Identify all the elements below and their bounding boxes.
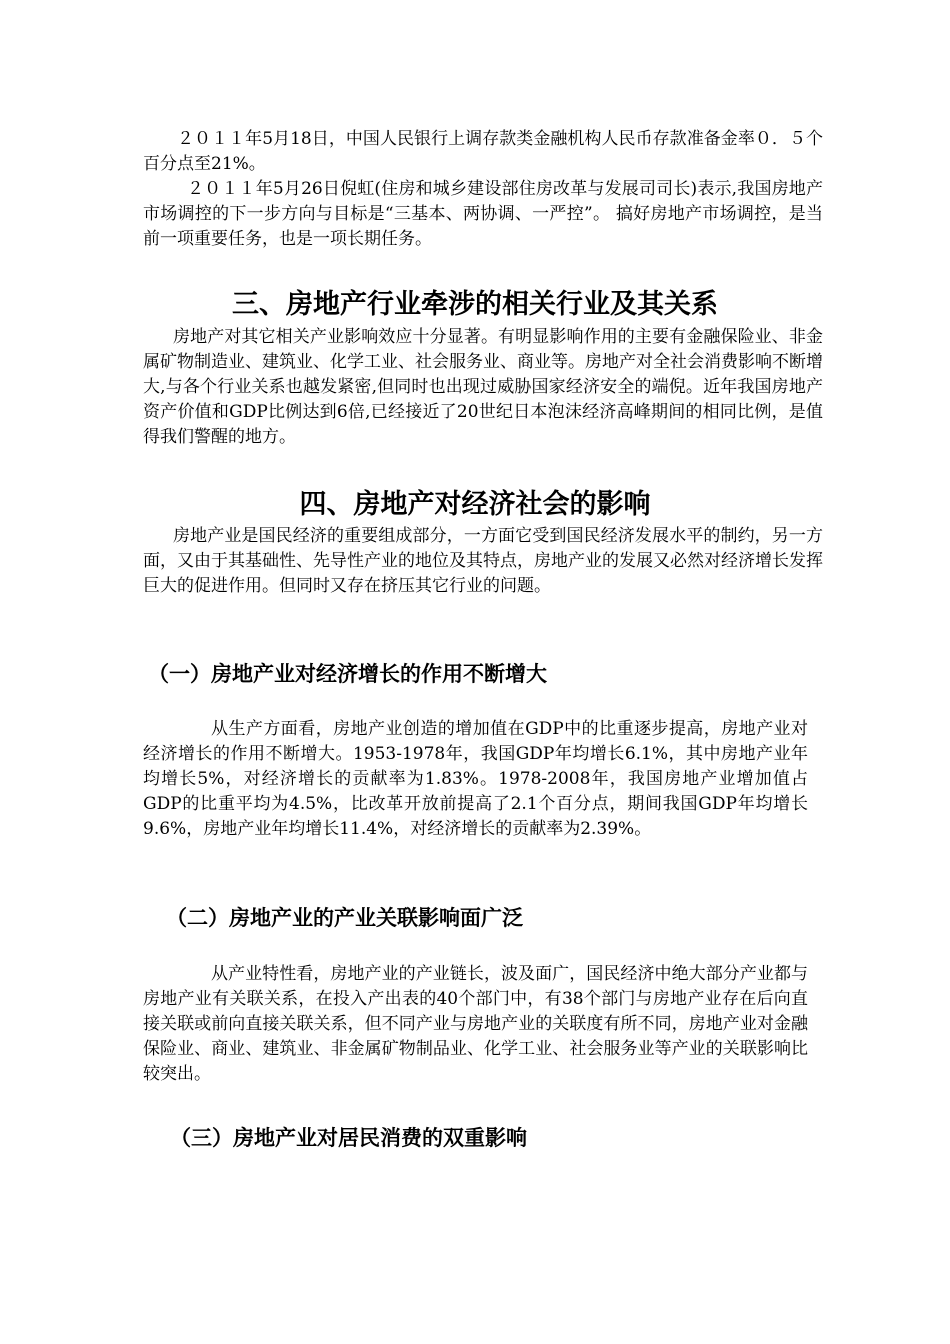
paragraph-text: 房地产业是国民经济的重要组成部分，一方面它受到国民经济发展水平的制约，另一方面，又由于其基础性、先导性产业的地位及其特点，房地产业的发展又必然对经济增长发挥巨大的促进作用。但同时又存在挤压其它行业的问题。 bbox=[143, 526, 823, 596]
paragraph-text: 房地产对其它相关产业影响效应十分显著。有明显影响作用的主要有金融保险业、非金属矿物制造业、建筑业、化学工业、社会服务业、商业等。房地产对全社会消费影响不断增大,与各个行业关系也越发紧密,但同时也出现过威胁国家经济安全的端倪。近年我国房地产资产价值和GDP比例达到6倍,已经接近了20世纪日本泡沫经济高峰期间的相同比例，是值得我们警醒的地方。 bbox=[143, 327, 823, 447]
paragraph-growth bbox=[143, 717, 808, 842]
paragraph-text: 从生产方面看，房地产业创造的增加值在GDP中的比重逐步提高，房地产业对经济增长的作用不断增大。1953-1978年，我国GDP年均增长6.1%，其中房地产业年均增长5%，对经济增长的贡献率为1.83%。1978-2008年，我国房地产业增加值占GDP的比重平均为4.5%，比改革开放前提高了2.1个百分点，期间我国GDP年均增长9.6%，房地产业年均增长11.4%，对经济增长的贡献率为2.39%。 bbox=[143, 719, 808, 839]
section-heading-four: 四、房地产对经济社会的影响 bbox=[299, 489, 651, 520]
paragraph-rrr-rate bbox=[143, 127, 823, 177]
paragraph-market-control bbox=[143, 177, 823, 252]
paragraph-text: ２０１１年5月18日，中国人民银行上调存款类金融机构人民币存款准备金率０．５个百分点至21%。 bbox=[143, 129, 823, 174]
subsection-heading-2: （二）房地产业的产业关联影响面广泛 bbox=[166, 906, 523, 930]
subsection-heading-3: （三）房地产业对居民消费的双重影响 bbox=[170, 1126, 527, 1150]
section-heading-three: 三、房地产行业牵涉的相关行业及其关系 bbox=[232, 289, 718, 320]
paragraph-text: ２０１１年5月26日倪虹(住房和城乡建设部住房改革与发展司司长)表示,我国房地产市场调控的下一步方向与目标是“三基本、两协调、一严控”。 搞好房地产市场调控，是当前一项重要任务，也是一项长期任务。 bbox=[143, 179, 823, 249]
paragraph-economic-impact bbox=[143, 524, 823, 599]
paragraph-text: 从产业特性看，房地产业的产业链长，波及面广，国民经济中绝大部分产业都与房地产业有关联关系，在投入产出表的40个部门中，有38个部门与房地产业存在后向直接关联或前向直接关联关系，但不同产业与房地产业的关联度有所不同，房地产业对金融保险业、商业、建筑业、非金属矿物制品业、化学工业、社会服务业等产业的关联影响比较突出。 bbox=[143, 964, 808, 1084]
paragraph-related-industries bbox=[143, 325, 823, 450]
paragraph-linkage bbox=[143, 962, 808, 1087]
subsection-heading-1: （一）房地产业对经济增长的作用不断增大 bbox=[148, 662, 547, 686]
